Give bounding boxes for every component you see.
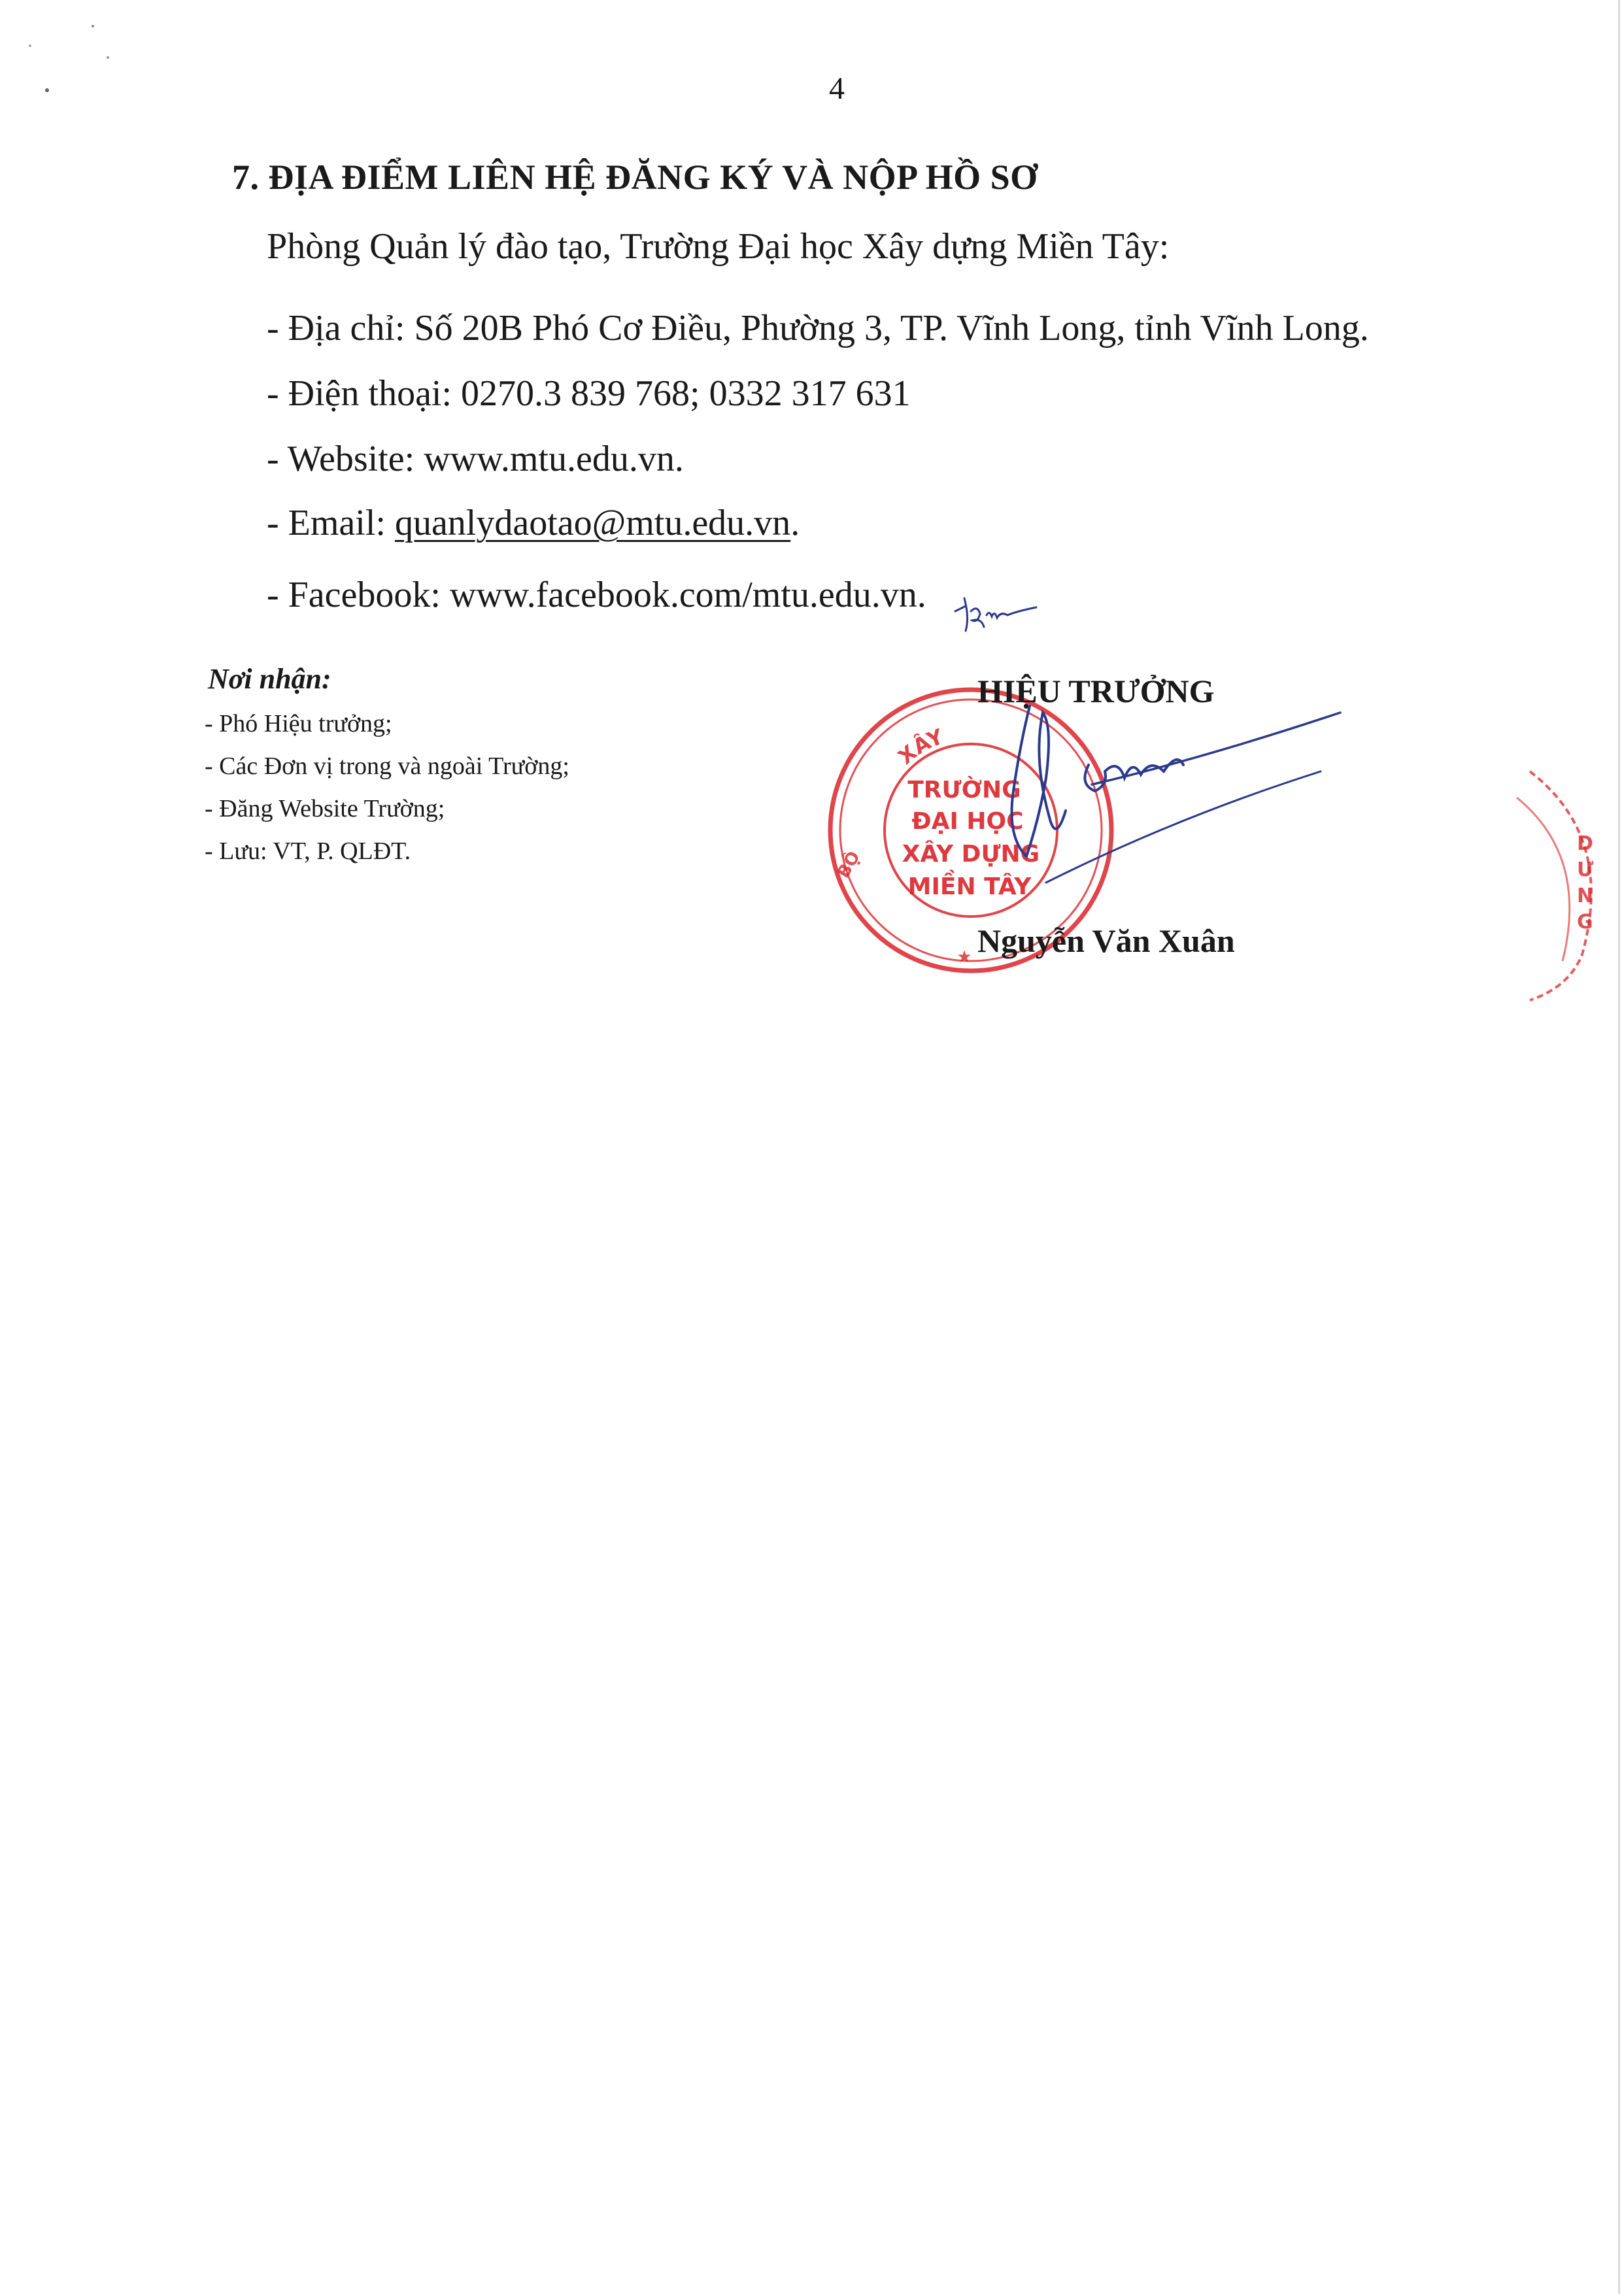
contact-facebook: - Facebook: www.facebook.com/mtu.edu.vn. [267, 575, 926, 615]
contact-address: - Địa chỉ: Số 20B Phó Cơ Điều, Phường 3, TP. Vĩnh Long, tỉnh Vĩnh Long. [267, 308, 1369, 348]
contact-intro: Phòng Quản lý đào tạo, Trường Đại học Xây dựng Miền Tây: [267, 226, 1170, 267]
signature [928, 686, 1353, 935]
recipient-item: - Phó Hiệu trưởng; [205, 710, 392, 737]
handwritten-initials [951, 592, 1043, 644]
email-link[interactable]: quanlydaotao@mtu.edu.vn [394, 503, 791, 543]
svg-text:TRƯỜNG: TRƯỜNG [907, 777, 1021, 803]
signer-name: Nguyễn Văn Xuân [977, 922, 1235, 959]
scan-specks [0, 0, 196, 131]
svg-text:XÂY: XÂY [893, 724, 947, 769]
email-suffix: . [790, 503, 800, 543]
page-edge-shadow [1618, 0, 1620, 2294]
contact-email [267, 502, 800, 544]
signer-title: HIỆU TRƯỞNG [977, 673, 1215, 709]
svg-text:G: G [1577, 911, 1593, 934]
svg-text:BỘ: BỘ [834, 848, 865, 882]
svg-text:★: ★ [956, 947, 972, 967]
svg-text:Ư: Ư [1577, 858, 1594, 881]
recipients-title: Nơi nhận: [208, 663, 331, 695]
recipient-item: - Lưu: VT, P. QLĐT. [205, 837, 411, 865]
page-number: 4 [829, 71, 845, 106]
svg-text:XÂY DỰNG: XÂY DỰNG [902, 841, 1040, 868]
contact-website: - Website: www.mtu.edu.vn. [267, 439, 684, 479]
email-prefix: - Email: [267, 503, 395, 543]
section-heading: 7. ĐỊA ĐIỂM LIÊN HỆ ĐĂNG KÝ VÀ NỘP HỒ SƠ [232, 158, 1038, 197]
svg-text:D: D [1577, 832, 1593, 855]
recipient-item: - Đăng Website Trường; [205, 795, 445, 822]
svg-text:MIỀN TÂY: MIỀN TÂY [907, 873, 1032, 900]
svg-text:ĐẠI HỌC: ĐẠI HỌC [911, 808, 1024, 835]
recipient-item: - Các Đơn vị trong và ngoài Trường; [205, 752, 569, 780]
svg-text:N: N [1577, 885, 1594, 907]
contact-phone: - Điện thoại: 0270.3 839 768; 0332 317 631 [267, 373, 911, 414]
partial-seal [1504, 758, 1624, 1007]
